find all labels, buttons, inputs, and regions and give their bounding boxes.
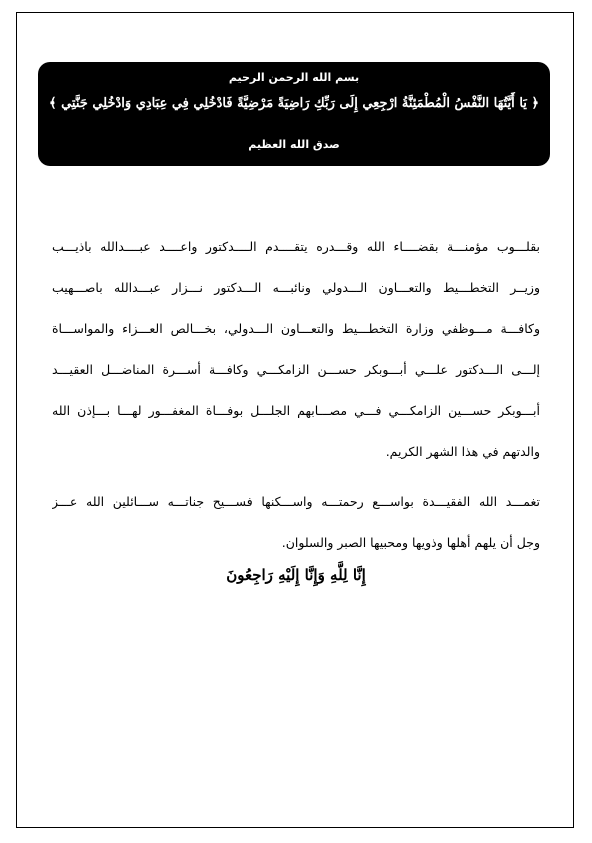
paragraph-line: والدتهم في هذا الشهر الكريم.: [385, 444, 540, 459]
paragraph-line: وكافـــة مـــوظفي وزارة التخطـــيط والتعـــاون الـــدولي، بخـــالص العـــزاء والمواســـاة: [52, 321, 540, 336]
paragraph-line: أبـــوبكر حســـين الزامكـــي فـــي مصـــابهم الجلـــل بوفـــاة المغفـــور لهـــا بـــإذن الله: [52, 403, 540, 418]
closing-verse: إِنَّا لِلَّهِ وَإِنَّا إِلَيْهِ رَاجِعُونَ: [226, 566, 366, 584]
paragraph-line: وجل أن يلهم أهلها وذويها ومحبيها الصبر والسلوان.: [281, 535, 540, 550]
paragraph-line: وزيــر التخطـــيط والتعـــاون الـــدولي ونائبـــه الـــدكتور نـــزار عبـــدالله باصـــهيب: [52, 280, 540, 295]
prayer-paragraph: [52, 481, 540, 563]
condolence-paragraph: [52, 226, 540, 472]
sadaqa-text: صدق الله العظيم: [248, 138, 340, 151]
bismillah-text: بسم الله الرحمن الرحيم: [228, 71, 360, 84]
header-banner: [38, 62, 550, 166]
paragraph-line: إلـــى الـــدكتور علـــي أبـــوبكر حســـن الزامكـــي وكافـــة أســـرة المناضـــل العقيـــد: [52, 362, 540, 377]
paragraph-line: تغمـــد الله الفقيـــدة بواســـع رحمتـــه واســـكنها فســـيح جناتـــه ســـائلين الله عـــز: [52, 494, 540, 509]
quran-verse: ﴿ يَا أَيَّتُهَا النَّفْسُ الْمُطْمَئِنَّةُ ارْجِعِي إِلَى رَبِّكِ رَاضِيَةً مَرْضِيَّةً فَادْخُلِي فِي عِبَادِي وَادْخُلِي جَنَّتِي ﴾: [48, 96, 540, 111]
paragraph-line: بقلـــوب مؤمنـــة بقضــــاء الله وقـــدره يتقــــدم الــــدكتور واعــــد عبــــدالله باذيـــب: [52, 239, 540, 254]
